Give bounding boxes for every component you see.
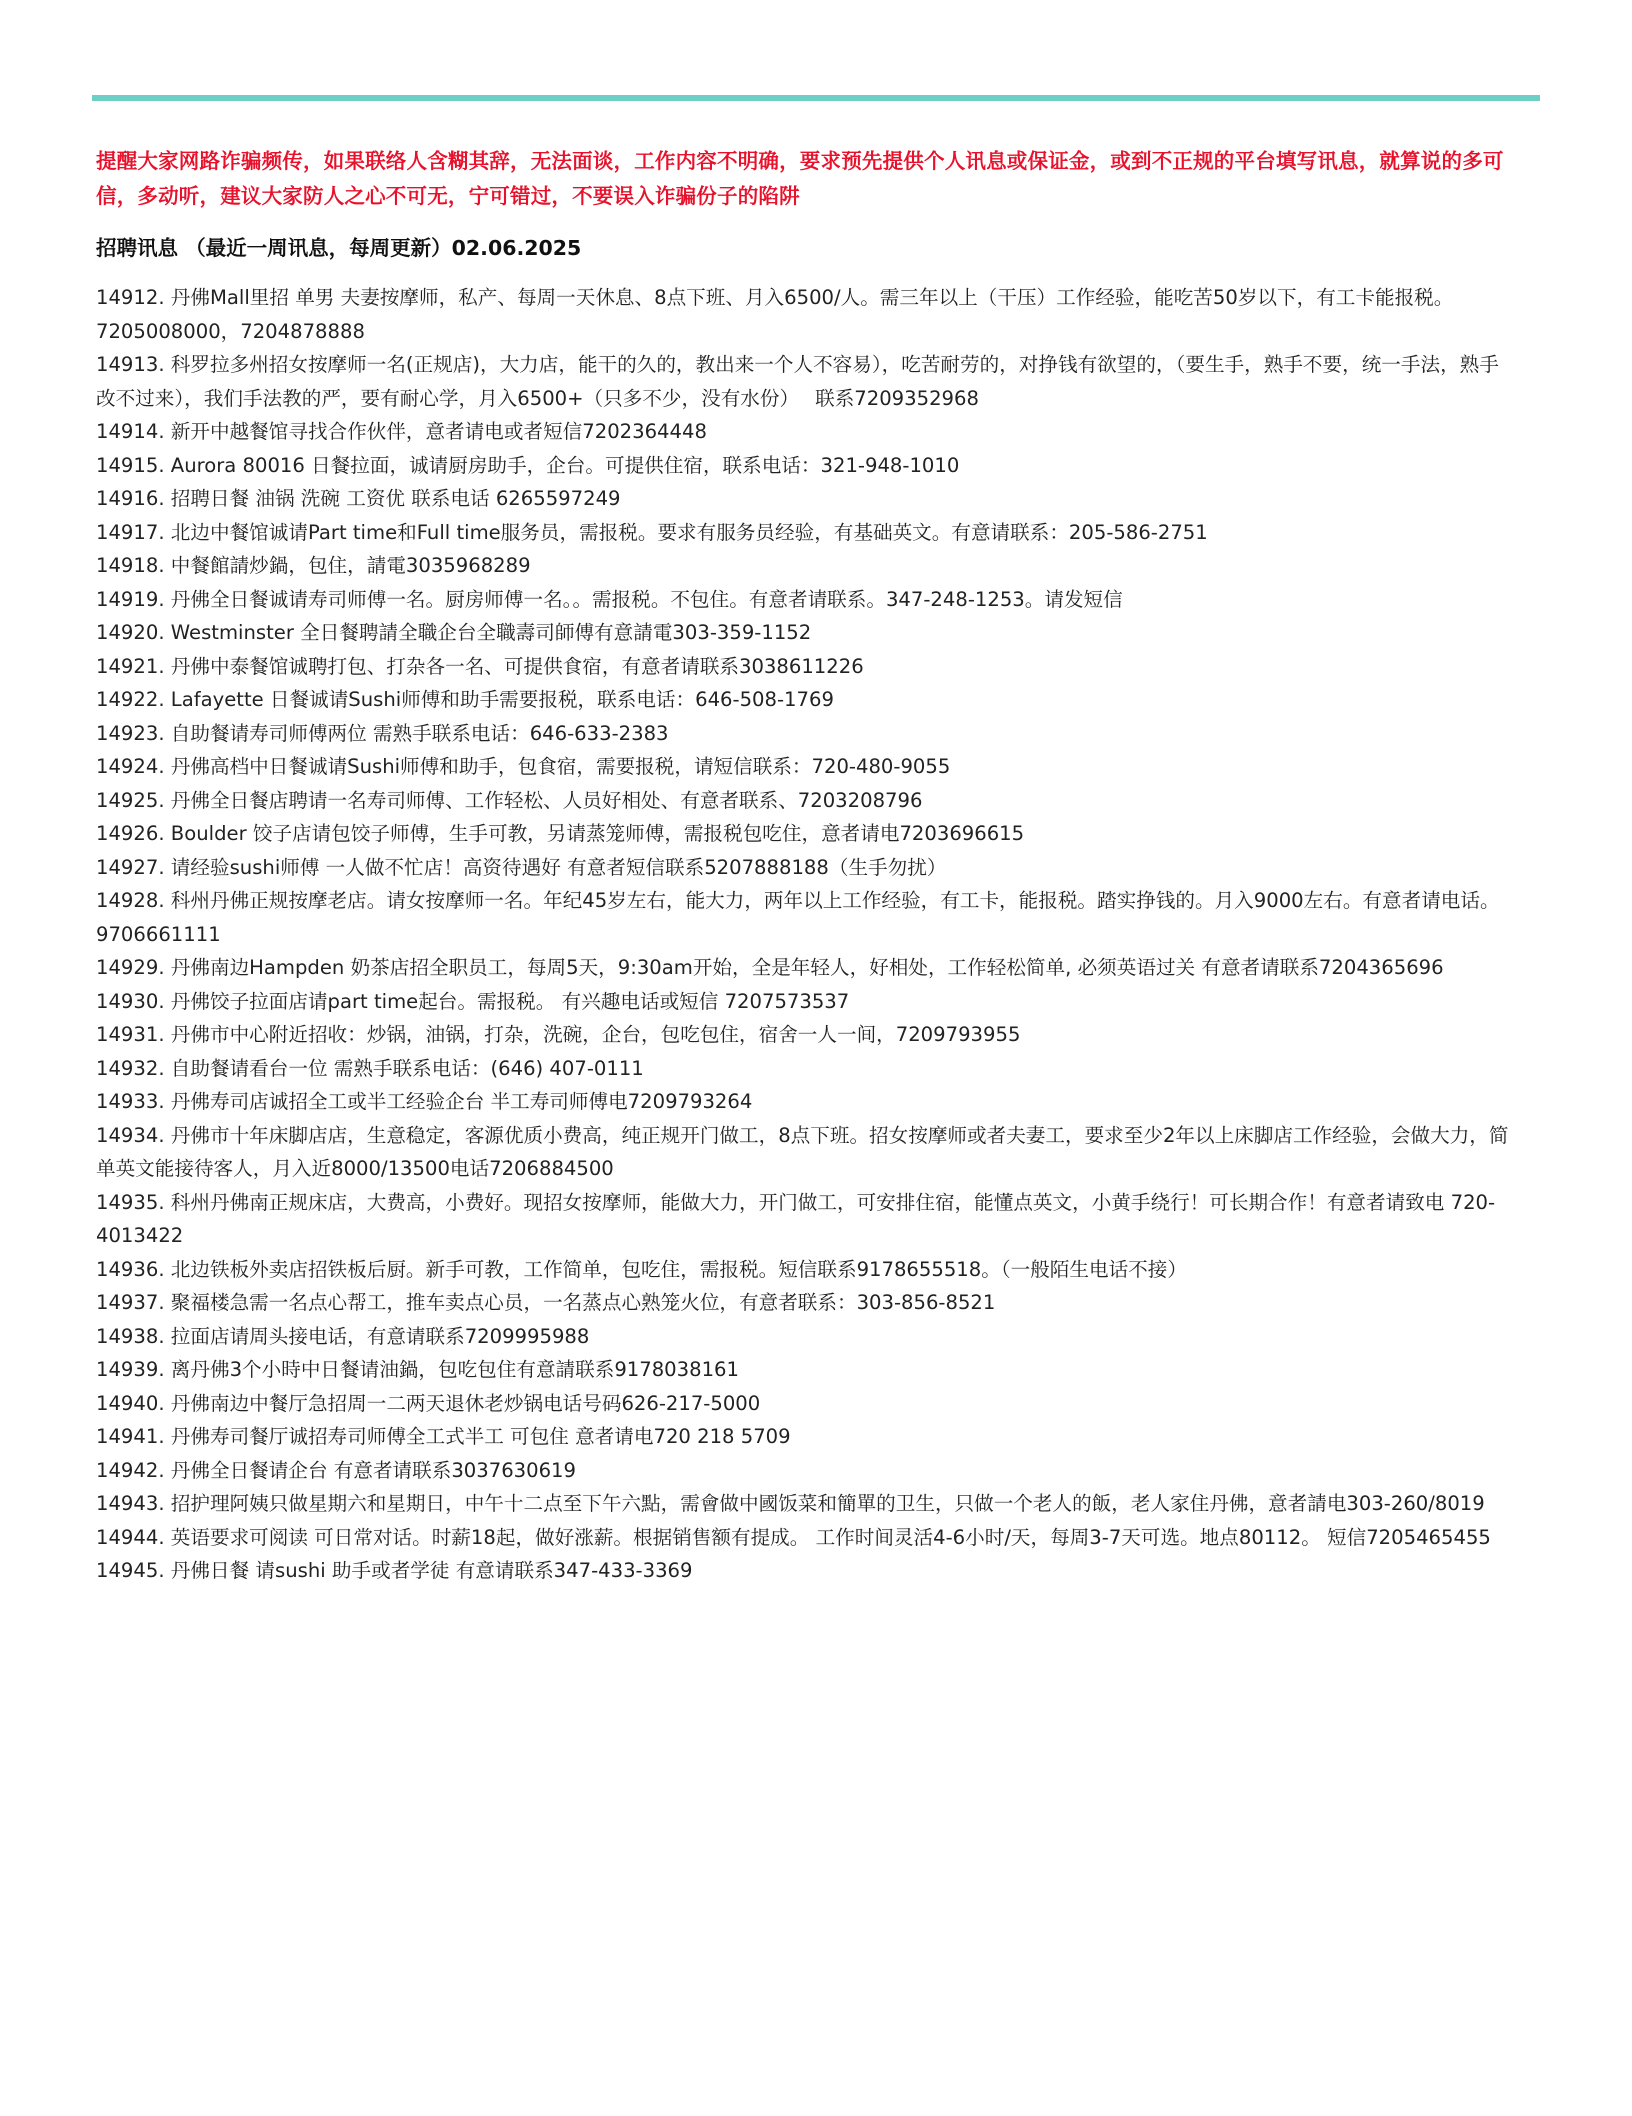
listing-item: 14918. 中餐館請炒鍋，包住，請電3035968289 — [96, 554, 531, 577]
page-content — [96, 144, 1516, 1588]
listing-item: 14912. 丹佛Mall里招 单男 夫妻按摩师，私产、每周一天休息、8点下班、月入6500/人。需三年以上（干压）工作经验，能吃苦50岁以下，有工卡能报税。7205008000，7204878888 — [96, 286, 1454, 343]
listing-item: 14934. 丹佛市十年床脚店店，生意稳定，客源优质小费高，纯正规开门做工，8点下班。招女按摩师或者夫妻工，要求至少2年以上床脚店工作经验，会做大力，简单英文能接待客人，月入近8000/13500电话7206884500 — [96, 1123, 1509, 1180]
listing-item: 14931. 丹佛市中心附近招收：炒锅，油锅，打杂，洗碗，企台，包吃包住，宿舍一人一间，7209793955 — [96, 1023, 1021, 1046]
listing-item: 14937. 聚福楼急需一名点心帮工，推车卖点心员，一名蒸点心熟笼火位，有意者联系：303-856-8521 — [96, 1291, 996, 1314]
listing-item: 14916. 招聘日餐 油锅 洗碗 工资优 联系电话 6265597249 — [96, 487, 621, 510]
listing-item: 14924. 丹佛高档中日餐诚请Sushi师傅和助手，包食宿，需要报税，请短信联系：720-480-9055 — [96, 755, 951, 778]
listing-item: 14942. 丹佛全日餐请企台 有意者请联系3037630619 — [96, 1458, 576, 1482]
listing-item: 14936. 北边铁板外卖店招铁板后厨。新手可教，工作简单，包吃住，需报税。短信联系9178655518。（一般陌生电话不接） — [96, 1257, 1187, 1281]
job-listings — [96, 281, 1516, 1588]
listing-item: 14939. 离丹佛3个小時中日餐请油鍋，包吃包住有意請联系9178038161 — [96, 1358, 739, 1381]
listing-item: 14944. 英语要求可阅读 可日常对话。时薪18起，做好涨薪。根据销售额有提成。 工作时间灵活4-6小时/天，每周3-7天可选。地点80112。 短信7205465455 — [96, 1525, 1491, 1549]
fraud-warning: 提醒大家网路诈骗频传，如果联络人含糊其辞，无法面谈，工作内容不明确，要求预先提供个人讯息或保证金，或到不正规的平台填写讯息，就算说的多可信，多动听，建议大家防人之心不可无，宁可错过，不要误入诈骗份子的陷阱 — [96, 149, 1504, 208]
top-divider — [92, 95, 1540, 101]
listing-item: 14914. 新开中越餐馆寻找合作伙伴，意者请电或者短信7202364448 — [96, 420, 707, 443]
listing-item: 14928. 科州丹佛正规按摩老店。请女按摩师一名。年纪45岁左右，能大力，两年以上工作经验，有工卡，能报税。踏实挣钱的。月入9000左右。有意者请电话。9706661111 — [96, 889, 1500, 946]
listing-item: 14938. 拉面店请周头接电话，有意请联系7209995988 — [96, 1324, 590, 1348]
listing-item: 14919. 丹佛全日餐诚请寿司师傅一名。厨房师傅一名。。需报税。不包住。有意者请联系。347-248-1253。请发短信 — [96, 587, 1123, 611]
listing-item: 14925. 丹佛全日餐店聘请一名寿司师傅、工作轻松、人员好相处、有意者联系、7203208796 — [96, 788, 923, 812]
listing-item: 14943. 招护理阿姨只做星期六和星期日，中午十二点至下午六點，需會做中國饭菜和簡單的卫生，只做一个老人的飯，老人家住丹佛，意者請电303-260/8019 — [96, 1492, 1485, 1515]
listing-item: 14913. 科罗拉多州招女按摩师一名(正规店)，大力店，能干的久的，教出来一个人不容易），吃苦耐劳的，对挣钱有欲望的，（要生手，熟手不要，统一手法，熟手改不过来），我们手法教的严，要有耐心学，月入6500+（只多不少，没有水份） 联系7209352968 — [96, 353, 1499, 410]
listing-item: 14940. 丹佛南边中餐厅急招周一二两天退休老炒锅电话号码626-217-5000 — [96, 1391, 761, 1415]
listing-item: 14929. 丹佛南边Hampden 奶茶店招全职员工，每周5天，9:30am开始，全是年轻人，好相处，工作轻松简单, 必须英语过关 有意者请联系7204365696 — [96, 956, 1444, 979]
listing-item: 14922. Lafayette 日餐诚请Sushi师傅和助手需要报税，联系电话：646-508-1769 — [96, 688, 834, 711]
listing-item: 14941. 丹佛寿司餐厅诚招寿司师傅全工式半工 可包住 意者请电720 218 5709 — [96, 1425, 791, 1448]
listing-item: 14915. Aurora 80016 日餐拉面，诚请厨房助手，企台。可提供住宿，联系电话：321-948-1010 — [96, 453, 960, 477]
listing-item: 14930. 丹佛饺子拉面店请part time起台。需报税。 有兴趣电话或短信 7207573537 — [96, 989, 850, 1013]
listing-item: 14921. 丹佛中泰餐馆诚聘打包、打杂各一名、可提供食宿，有意者请联系3038611226 — [96, 654, 864, 678]
section-heading: 招聘讯息 （最近一周讯息，每周更新）02.06.2025 — [96, 236, 582, 260]
listing-item: 14917. 北边中餐馆诚请Part time和Full time服务员，需报税。要求有服务员经验，有基础英文。有意请联系：205-586-2751 — [96, 520, 1208, 544]
listing-item: 14923. 自助餐请寿司师傅两位 需熟手联系电话：646-633-2383 — [96, 721, 669, 745]
listing-item: 14920. Westminster 全日餐聘請全職企台全職壽司師傅有意請電303-359-1152 — [96, 621, 812, 644]
listing-item: 14933. 丹佛寿司店诚招全工或半工经验企台 半工寿司师傅电7209793264 — [96, 1090, 753, 1113]
listing-item: 14926. Boulder 饺子店请包饺子师傅，生手可教，另请蒸笼师傅，需报税包吃住，意者请电7203696615 — [96, 822, 1025, 845]
listing-item: 14927. 请经验sushi师傅 一人做不忙店！高资待遇好 有意者短信联系5207888188（生手勿扰） — [96, 855, 947, 879]
listing-item: 14935. 科州丹佛南正规床店，大费高，小费好。现招女按摩师，能做大力，开门做工，可安排住宿，能懂点英文，小黄手绕行！可长期合作！有意者请致电 720-4013422 — [96, 1190, 1496, 1247]
listing-item: 14945. 丹佛日餐 请sushi 助手或者学徒 有意请联系347-433-3369 — [96, 1559, 693, 1582]
listing-item: 14932. 自助餐请看台一位 需熟手联系电话：(646) 407-0111 — [96, 1056, 644, 1080]
